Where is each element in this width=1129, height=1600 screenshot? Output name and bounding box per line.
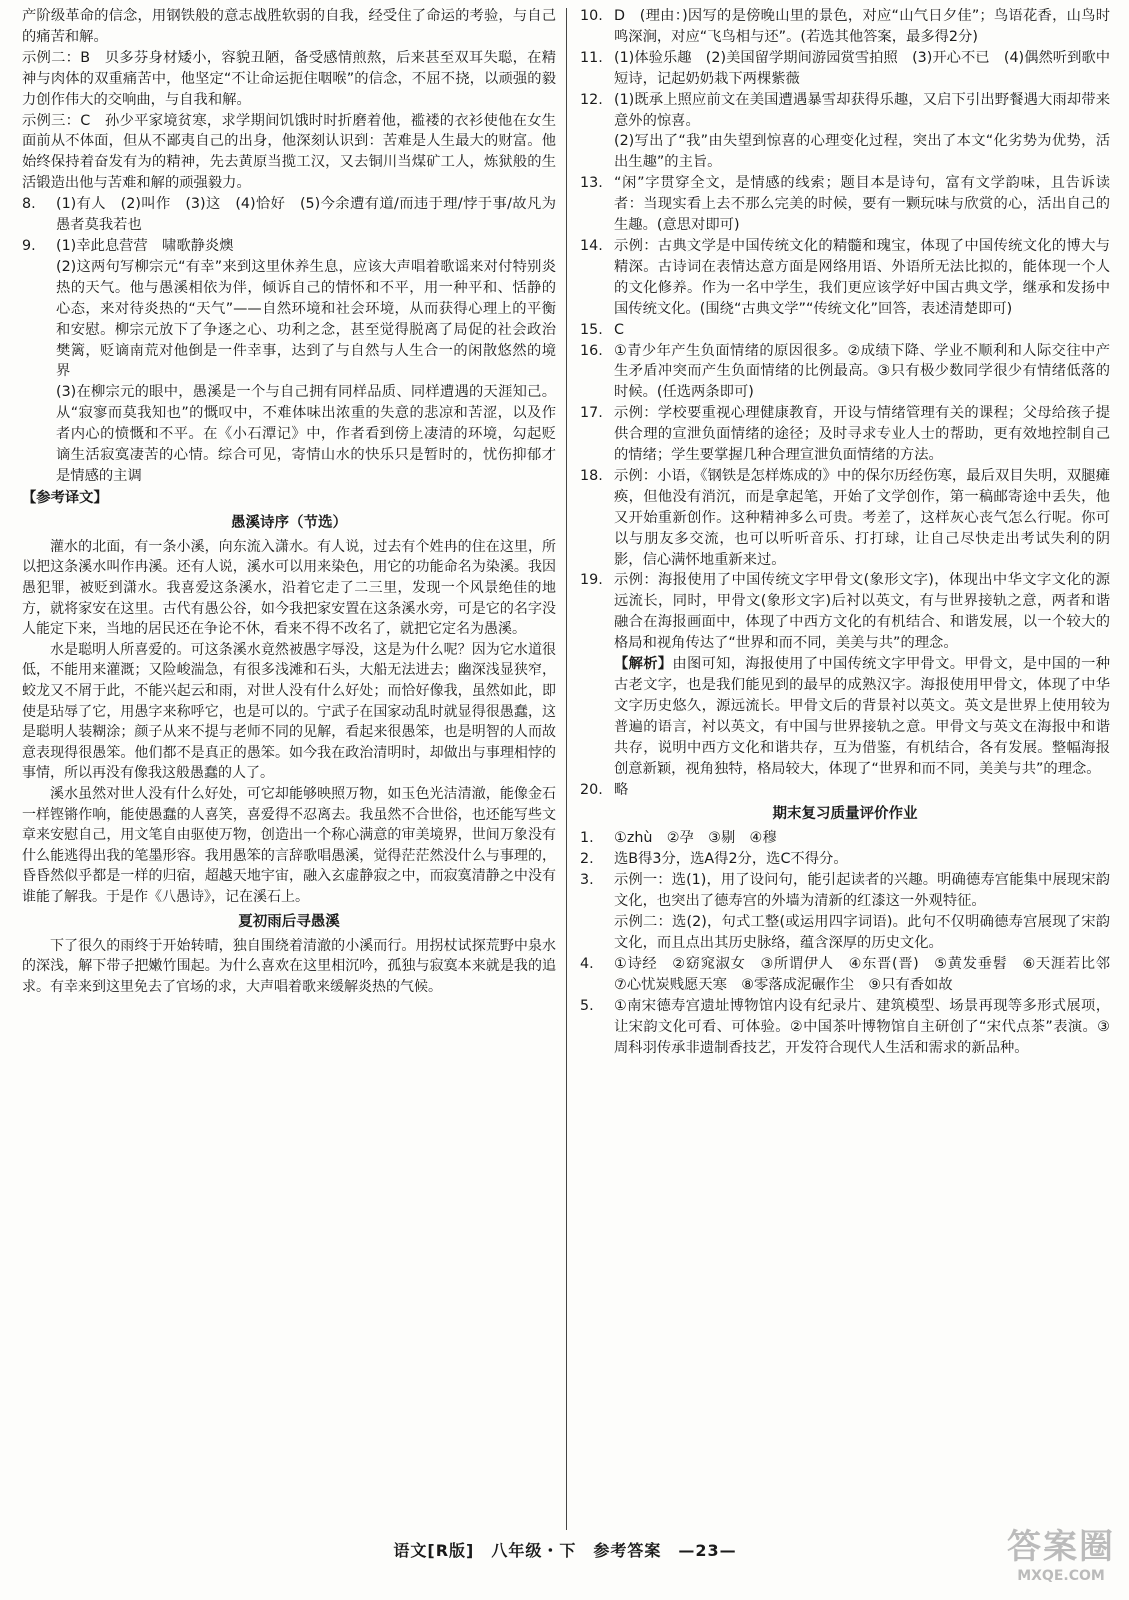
answer-text: (1)有人 (2)叫作 (3)这 (4)恰好 (5)今余遭有道/而违于理/悖于事/故凡为愚者莫我若也 <box>56 196 556 234</box>
question-17 <box>580 403 1110 466</box>
answer-para: 示例二：B 贝多芬身材矮小，容貌丑陋，备受感情煎熬，后来甚至双耳失聪，在精神与肉体的双重痛苦中，他坚定“不让命运扼住咽喉”的信念，不屈不挠，以顽强的毅力创作伟大的交响曲，与自我和解。 <box>22 49 556 108</box>
page-footer: 语文[R版] 八年级・下 参考答案 —23— <box>393 1541 737 1560</box>
watermark-logo <box>1007 1519 1115 1584</box>
question-16 <box>580 341 1110 404</box>
reference-translation-label: 【参考译文】 <box>22 489 108 506</box>
answer-text: ①南宋德寿宫遗址博物馆内设有纪录片、建筑模型、场景再现等多形式展项，让宋韵文化可看、可体验。②中国茶叶博物馆自主研创了“宋代点茶”表演。③周科羽传承非遗制香技艺，开发符合现代人生活和需求的新品种。 <box>614 997 1110 1056</box>
final-question-5 <box>580 996 1110 1059</box>
question-number: 16. <box>580 342 603 359</box>
answer-text: C <box>614 321 624 338</box>
right-column <box>580 6 1125 1058</box>
answer-text: ①青少年产生负面情绪的原因很多。②成绩下降、学业不顺利和人际交往中产生矛盾冲突而产生负面情绪的比例最高。③只有极少数同学很少有情绪低落的时候。(任选两条即可) <box>614 342 1110 401</box>
translation-para: 下了很久的雨终于开始转晴，独自围绕着清澈的小溪而行。用拐杖试探荒野中泉水的深浅，解下带子把嫩竹围起。为什么喜欢在这里相沉吟，孤独与寂寞本来就是我的追求。有幸来到这里免去了官场的求，大声唱着歌来缓解炎热的气候。 <box>22 937 556 995</box>
question-number: 12. <box>580 91 603 108</box>
question-14 <box>580 236 1110 320</box>
translation-title: 愚溪诗序（节选） <box>231 514 347 531</box>
answer-text: (1)体验乐趣 (2)美国留学期间游园赏雪拍照 (3)开心不已 (4)偶然听到歌中短诗，记起奶奶栽下两棵紫薇 <box>614 49 1110 87</box>
question-13 <box>580 173 1110 236</box>
question-number: 14. <box>580 237 603 254</box>
answer-text: 示例：古典文学是中国传统文化的精髓和瑰宝，体现了中国传统文化的博大与精深。古诗词在表情达意方面是网络用语、外语所无法比拟的，能体现一个人的文化修养。作为一名中学生，我们更应该学好中国古典文学，继承和发扬中国传统文化。(围绕“古典文学”“传统文化”回答，表述清楚即可) <box>614 237 1110 317</box>
question-number: 13. <box>580 175 603 192</box>
analysis-text <box>614 654 1110 779</box>
translation-para: 溪水虽然对世人没有什么好处，可它却能够映照万物，如玉色光洁清澈，能像金石一样铿锵作响，能使愚蠢的人喜笑，喜爱得不忍离去。我虽然不合世俗，也还能写些文章来安慰自己，用文笔自由驱使万物，创造出一个称心满意的审美境界，世间万象没有什么能逃得出我的笔墨形容。我用愚笨的言辞歌唱愚溪，觉得茫茫然没什么与事理的，昏昏然似乎都是一样的归宿，超越天地宇宙，融入玄虚静寂之中，而寂寞清静之中没有谁能了解我。于是作《八愚诗》，记在溪石上。 <box>22 785 556 905</box>
question-number: 2. <box>580 851 594 868</box>
question-20 <box>580 780 1110 801</box>
question-number: 9. <box>22 237 36 254</box>
question-number: 18. <box>580 467 603 484</box>
final-question-3 <box>580 870 1110 954</box>
answer-text: 示例：海报使用了中国传统文字甲骨文(象形文字)，体现出中华文字文化的源远流长，同时，甲骨文(象形文字)后衬以英文，有与世界接轨之意，两者和谐融合在海报画面中，体现了中西方文化的有机结合、和谐发展，以一个较大的格局和视角传达了“世界和而不同，美美与共”的理念。 <box>614 572 1110 652</box>
question-number: 11. <box>580 49 603 66</box>
answer-para: 示例三：C 孙少平家境贫寒，求学期间饥饿时时折磨着他，褴褛的衣衫使他在女生面前从不体面，但从不鄙夷自己的出身，他深刻认识到：苦难是人生最大的财富。他始终保持着奋发有为的精神，先去黄原当揽工汉，又去铜川当煤矿工人，炼狱般的生活锻造出他与苦难和解的顽强毅力。 <box>22 112 556 192</box>
question-number: 19. <box>580 572 603 589</box>
question-15 <box>580 320 1110 341</box>
question-12 <box>580 90 1110 174</box>
translation-para: 水是聪明人所喜爱的。可这条溪水竟然被愚字辱没，这是为什么呢？因为它水道很低，不能用来灌溉；又险峻湍急，有很多浅滩和石头，大船无法进去；幽深浅显狭窄，蛟龙又不屑于此，不能兴起云和雨，对世人没有什么好处；而恰好像我，虽然如此，即使是玷辱了它，用愚字来称呼它，也是可以的。宁武子在国家动乱时就显得很愚蠢，这是聪明人装糊涂；颜子从来不提与老师不同的见解，看起来很愚笨，也是明智的人而故意表现得很愚笨。他们都不是真正的愚笨。如今我在政治清明时，却做出与事理相悖的事情，所以再没有像我这般愚蠢的人了。 <box>22 641 556 782</box>
question-number: 1. <box>580 830 594 847</box>
question-18 <box>580 466 1110 571</box>
answer-text: 略 <box>614 781 629 798</box>
question-number: 20. <box>580 781 603 798</box>
answer-text: (1)幸此息营营 啸歌静炎燠 <box>56 237 234 254</box>
question-number: 4. <box>580 955 594 972</box>
translation-para: 灌水的北面，有一条小溪，向东流入潇水。有人说，过去有个姓冉的住在这里，所以把这条溪水叫作冉溪。还有人说，溪水可以用来染色，用它的功能命名为染溪。我因愚犯罪，被贬到潇水。我喜爱这条溪水，沿着它走了二三里，发现一个风景绝佳的地方，就将家安在这里。古代有愚公谷，如今我把家安置在这条溪水旁，可是它的名字没人能定下来，当地的居民还在争论不休，看来不得不改名了，就把它定名为愚溪。 <box>22 538 556 638</box>
column-divider <box>566 8 567 1530</box>
question-number: 17. <box>580 405 603 422</box>
answer-text: (2)写出了“我”由失望到惊喜的心理变化过程，突出了本文“化劣势为优势，活出生趣”的主旨。 <box>614 133 1110 171</box>
question-19 <box>580 570 1110 779</box>
question-9 <box>22 236 556 487</box>
question-number: 10. <box>580 8 603 24</box>
answer-text: (3)在柳宗元的眼中，愚溪是一个与自己拥有同样品质、同样遭遇的天涯知己。从“寂寥而莫我知也”的慨叹中，不难体味出浓重的失意的悲凉和苦涩，以及作者内心的愤慨和不平。在《小石潭记》中，作者看到傍上凄清的环境，勾起贬谪生活寂寞凄苦的心情。综合可见，寄情山水的快乐只是暂时的，忧伤抑郁才是情感的主调 <box>56 384 556 484</box>
answer-text: 示例：小语，《钢铁是怎样炼成的》中的保尔历经伤寒，最后双目失明，双腿瘫痪，但他没有消沉，而是拿起笔，开始了文学创作，第一稿邮寄途中丢失，他又开始重新创作。这种精神多么可贵。考差了，这样灰心丧气怎么行呢。你可以与朋友多交流，也可以听听音乐、打打球，让自己尽快走出考试失利的阴影，信心满怀地重新来过。 <box>614 467 1110 568</box>
question-number: 8. <box>22 196 36 213</box>
question-11 <box>580 48 1110 90</box>
answer-text: 示例：学校要重视心理健康教育，开设与情绪管理有关的课程；父母给孩子提供合理的宣泄负面情绪的途径；及时寻求专业人士的帮助，更有效地控制自己的情绪；学生要掌握几种合理宣泄负面情绪的方法。 <box>614 405 1110 464</box>
answer-text: (2)这两句写柳宗元“有幸”来到这里休养生息，应该大声唱着歌谣来对付特别炎热的天气。他与愚溪相依为伴，倾诉自己的情怀和不平，用一种平和、恬静的心态，来对待炎热的“天气”——自然环境和社会环境，从而获得心理上的平衡和安慰。柳宗元放下了争逐之心、功利之念，甚至觉得脱离了局促的社会政治樊篱，贬谪南荒对他倒是一件幸事，达到了与自然与人生合一的闲散悠然的境界 <box>56 258 556 380</box>
answer-text: 选B得3分，选A得2分，选C不得分。 <box>614 851 848 868</box>
final-question-1 <box>580 828 1110 849</box>
left-column <box>22 6 556 997</box>
question-number: 15. <box>580 321 603 338</box>
answer-text: 示例二：选(2)，句式工整(或运用四字词语)。此句不仅明确德寿宫展现了宋韵文化，而且点出其历史脉络，蕴含深厚的历史文化。 <box>614 914 1110 951</box>
analysis-body: 由图可知，海报使用了中国传统文字甲骨文。甲骨文，是中国的一种古老文字，也是我们能见到的最早的成熟汉字。海报使用甲骨文，体现了中华文字历史悠久，源远流长。甲骨文后的背景衬以英文。英文是世界上使用较为普遍的语言，衬以英文，有中国与世界接轨之意。甲骨文与英文在海报中和谐共存，说明中西方文化和谐共存，互为借鉴，有机结合，各有发展。整幅海报创意新颖，视角独特，格局较大，体现了“世界和而不同，美美与共”的理念。 <box>614 656 1110 777</box>
answer-text: ①诗经 ②窈窕淑女 ③所谓伊人 ④东晋(晋) ⑤黄发垂髫 ⑥天涯若比邻 ⑦心忧炭贱愿天寒 ⑧零落成泥碾作尘 ⑨只有香如故 <box>614 955 1125 993</box>
question-number: 5. <box>580 997 594 1014</box>
answer-text: ①zhù ②孕 ③剔 ④穆 <box>614 830 777 847</box>
poem-title: 夏初雨后寻愚溪 <box>238 913 340 930</box>
watermark-text: 答案圈 <box>1007 1527 1115 1567</box>
answer-para: 产阶级革命的信念，用钢铁般的意志战胜软弱的自我，经受住了命运的考验，与自己的痛苦和解。 <box>22 8 556 45</box>
answer-text: 示例一：选(1)，用了设问句，能引起读者的兴趣。明确德寿宫能集中展现宋韵文化，也突出了德寿宫的外墙为清新的红漆这一外观特征。 <box>614 872 1110 910</box>
watermark-url: MXQE.COM <box>1017 1568 1105 1584</box>
final-question-2 <box>580 849 1110 870</box>
question-8 <box>22 194 556 236</box>
question-10 <box>580 6 1110 48</box>
answer-text: D (理由：)因写的是傍晚山里的景色，对应“山气日夕佳”；鸟语花香，山鸟时鸣深涧，对应“飞鸟相与还”。(若选其他答案，最多得2分) <box>614 8 1110 45</box>
answer-text: (1)既承上照应前文在美国遭遇暴雪却获得乐趣，又启下引出野餐遇大雨却带来意外的惊喜。 <box>614 91 1110 129</box>
analysis-label: 【解析】 <box>614 656 673 673</box>
final-question-4 <box>580 954 1125 996</box>
question-number: 3. <box>580 872 594 889</box>
answer-text: “闲”字贯穿全文，是情感的线索；题目本是诗句，富有文学韵味，且告诉读者：当现实看上去不那么完美的时候，要有一颗玩味与欣赏的心，活出自己的生趣。(意思对即可) <box>614 175 1110 234</box>
section-title: 期末复习质量评价作业 <box>772 806 918 823</box>
